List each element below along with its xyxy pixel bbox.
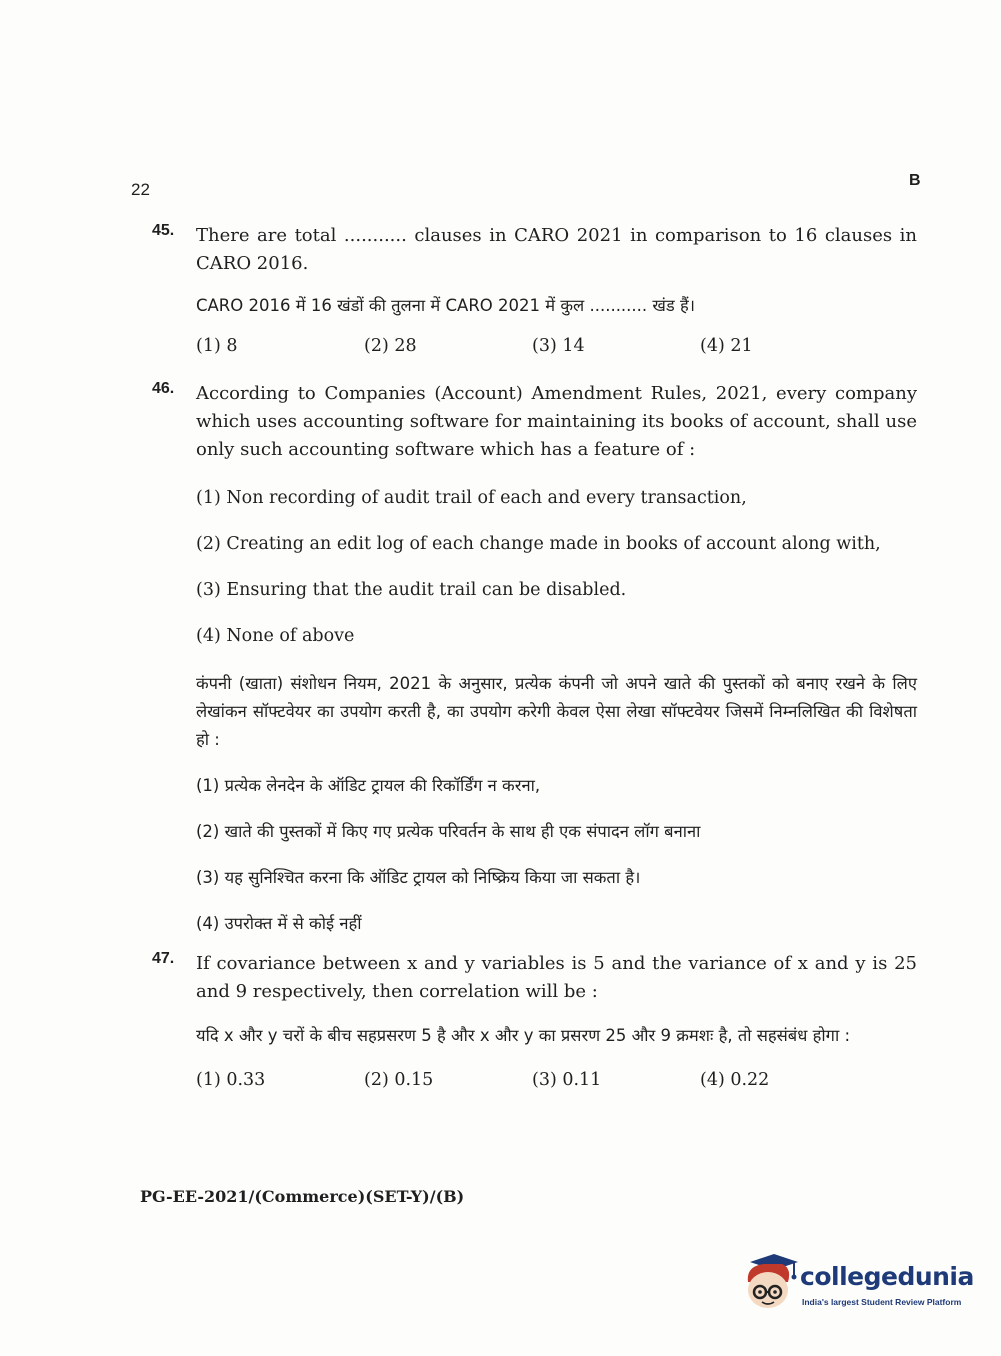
question-number: 45. — [152, 222, 175, 239]
set-code: B — [909, 172, 921, 189]
option-2: (2) 0.15 — [364, 1070, 434, 1090]
option-1: (1) 0.33 — [196, 1070, 266, 1090]
option-3: (3) 0.11 — [532, 1070, 602, 1090]
question-text-hi: यदि x और y चरों के बीच सहप्रसरण 5 है और x और y का प्रसरण 25 और 9 क्रमशः है, तो सहसंबंध होगा : — [196, 1026, 851, 1045]
option-1-en: (1) Non recording of audit trail of each and every transaction, — [196, 488, 747, 508]
question-text-hi: CARO 2016 में 16 खंडों की तुलना में CARO 2021 में कुल ........... खंड हैं। — [196, 296, 695, 315]
option-4-en: (4) None of above — [196, 626, 355, 646]
option-row — [196, 1066, 917, 1094]
page-number: 22 — [131, 180, 150, 199]
option-4-hi: (4) उपरोक्त में से कोई नहीं — [196, 914, 362, 933]
collegedunia-logo — [742, 1250, 972, 1320]
option-3-hi: (3) यह सुनिश्चित करना कि ऑडिट ट्रायल को निष्क्रिय किया जा सकता है। — [196, 868, 641, 887]
question-text-en: If covariance between x and y variables is 5 and the variance of x and y is 25 and 9 respectively, then correlation will be : — [196, 953, 917, 1002]
option-1: (1) 8 — [196, 336, 238, 356]
option-3: (3) 14 — [532, 336, 585, 356]
question-number: 46. — [152, 380, 175, 397]
option-2-hi: (2) खाते की पुस्तकों में किए गए प्रत्येक परिवर्तन के साथ ही एक संपादन लॉग बनाना — [196, 822, 701, 841]
question-text-hi: कंपनी (खाता) संशोधन नियम, 2021 के अनुसार, प्रत्येक कंपनी जो अपने खाते की पुस्तकों को बनाए रखने के लिए लेखांकन सॉफ्टवेयर का उपयोग करती है, का उपयोग करेगी केवल ऐसा लेखा सॉफ्टवेयर जिसमें निम्नलिखित की विशेषता हो : — [196, 674, 917, 749]
logo-name: collegedunia — [800, 1262, 974, 1291]
question-number: 47. — [152, 950, 175, 967]
paper-code: PG-EE-2021/(Commerce)(SET-Y)/(B) — [140, 1187, 465, 1206]
option-row — [196, 332, 917, 360]
option-4: (4) 21 — [700, 336, 753, 356]
logo-tagline: India's largest Student Review Platform — [802, 1297, 962, 1307]
question-text-en: There are total ........... clauses in CARO 2021 in comparison to 16 clauses in CARO 2016. — [196, 225, 917, 274]
question-46 — [152, 380, 917, 938]
question-47 — [152, 950, 917, 1094]
option-2: (2) 28 — [364, 336, 417, 356]
mascot-icon — [742, 1252, 800, 1316]
option-3-en: (3) Ensuring that the audit trail can be disabled. — [196, 580, 627, 600]
option-1-hi: (1) प्रत्येक लेनदेन के ऑडिट ट्रायल की रिकॉर्डिंग न करना, — [196, 776, 541, 795]
question-text-en: According to Companies (Account) Amendment Rules, 2021, every company which uses accounting software for maintaining its books of account, shall use only such accounting software which has a feature of : — [196, 383, 917, 460]
option-4: (4) 0.22 — [700, 1070, 770, 1090]
option-2-en: (2) Creating an edit log of each change made in books of account along with, — [196, 534, 881, 554]
question-45 — [152, 222, 917, 360]
